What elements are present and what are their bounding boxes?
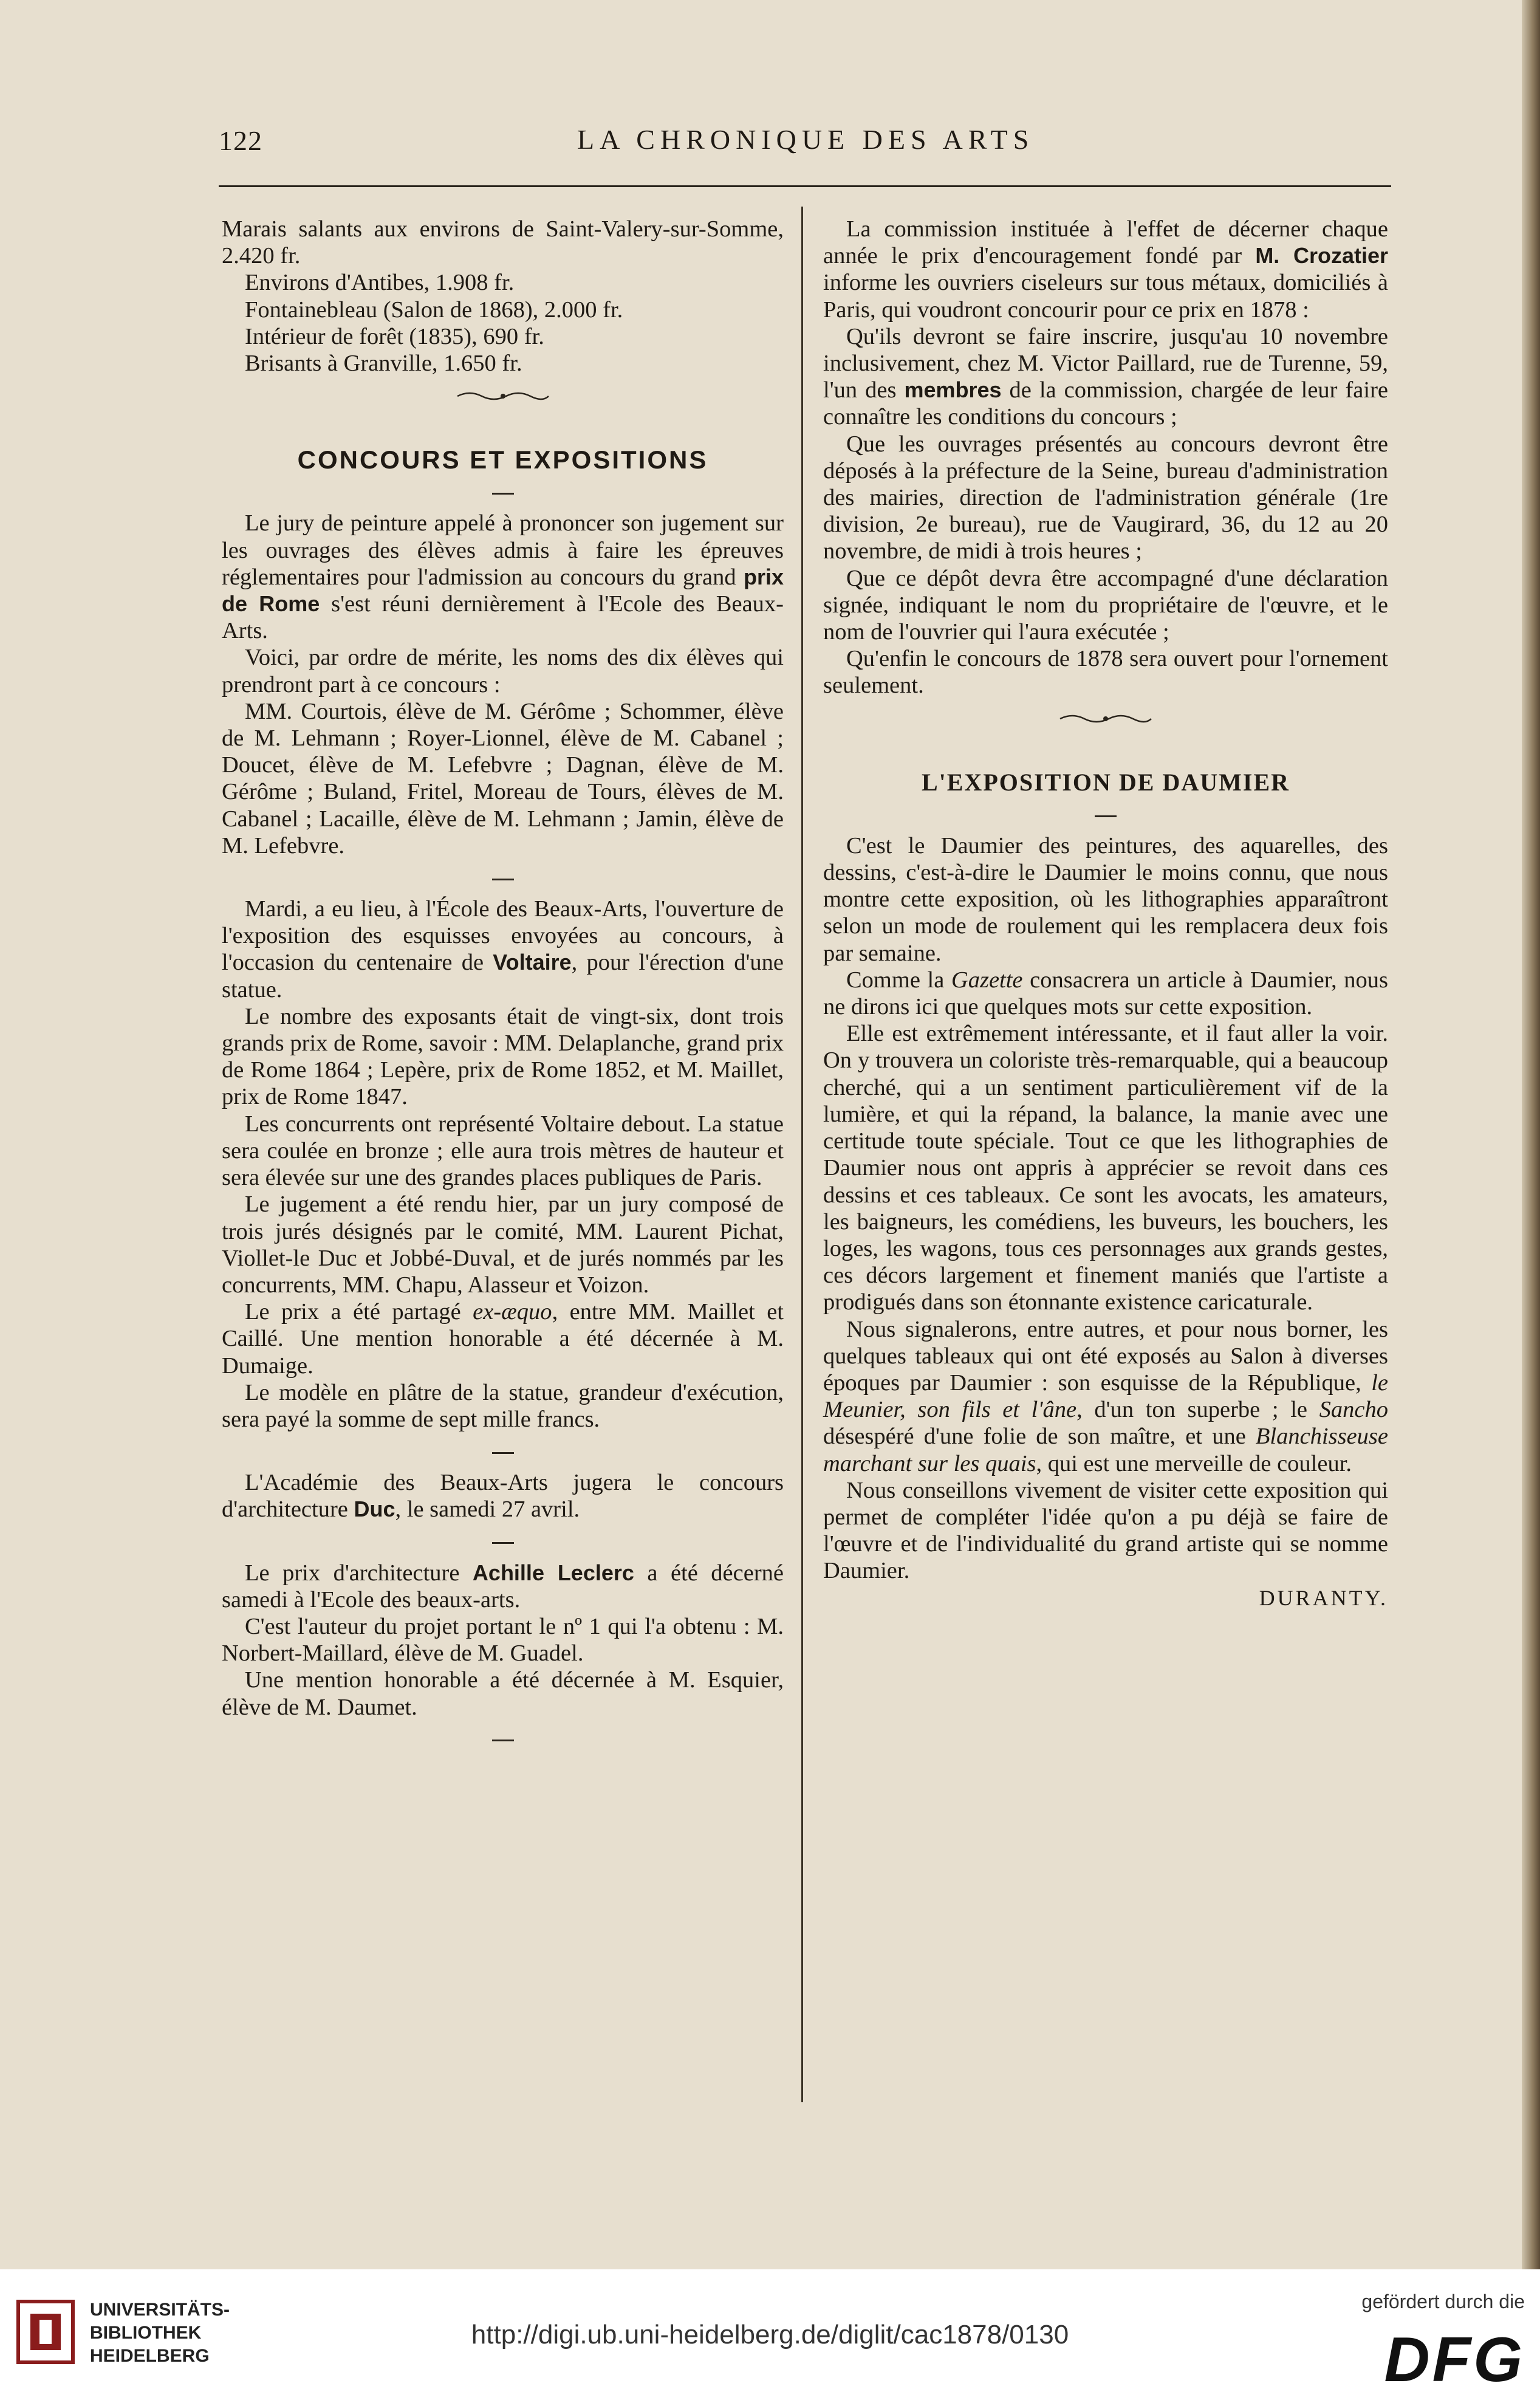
paragraph: La commission instituée à l'effet de décerner chaque année le prix d'encouragement fondé par M. Crozatier informe les ouvriers ciseleurs sur tous métaux, domiciliés à Paris, qui voudront concourir pour ce prix en 1878 : bbox=[823, 216, 1388, 323]
ornament-flourish bbox=[823, 699, 1388, 742]
page-number: 122 bbox=[219, 125, 262, 156]
right-column bbox=[823, 216, 1388, 1611]
paragraph: C'est l'auteur du projet portant le nº 1 qui l'a obtenu : M. Norbert-Maillard, élève de M. Guadel. bbox=[222, 1613, 784, 1667]
divider-dash bbox=[222, 473, 784, 510]
section-title-concours: CONCOURS ET EXPOSITIONS bbox=[297, 445, 708, 475]
paragraph: Le nombre des exposants était de vingt-six, dont trois grands prix de Rome, savoir : MM. Delaplanche, grand prix de Rome 1864 ; Lepère, prix de Rome 1852, et M. Maillet, prix de Rome 1847. bbox=[222, 1003, 784, 1110]
institution-name: UNIVERSITÄTS- BIBLIOTHEK HEIDELBERG bbox=[90, 2300, 230, 2366]
divider-dash bbox=[222, 1721, 784, 1757]
paragraph: Qu'ils devront se faire inscrire, jusqu'au 10 novembre inclusivement, chez M. Victor Paillard, rue de Turenne, 59, l'un des membres de la commission, chargée de leur faire connaître les conditions du concours ; bbox=[823, 323, 1388, 430]
paragraph: Mardi, a eu lieu, à l'École des Beaux-Arts, l'ouverture de l'exposition des esquisses envoyées au concours, à l'occasion du centenaire de Voltaire, pour l'érection d'une statue. bbox=[222, 896, 784, 1003]
paragraph: Elle est extrêmement intéressante, et il faut aller la voir. On y trouvera un coloriste très-remarquable, qui a beaucoup cherché, qui a un sentiment particulièrement vif de la lumière, et qui la répand, la balance, la manie avec une certitude toute spéciale. Tout ce que les lithographies de Daumier nous ont appris à apprécier se revoit dans ces dessins et ces tableaux. Ce sont les avocats, les amateurs, les baigneurs, les comédiens, les buveurs, les bouchers, les loges, les wagons, tous ces personnages aux grands gestes, ces décors largement et finement maniés que l'artiste a prodigués dans son étonnante existence caricaturale. bbox=[823, 1021, 1388, 1315]
page-header bbox=[219, 118, 1391, 161]
list-item: Brisants à Granville, 1.650 fr. bbox=[245, 351, 522, 377]
paragraph: Le jugement a été rendu hier, par un jury composé de trois jurés désignés par le comité, MM. Laurent Pichat, Viollet-le Duc et Jobbé-Duval, et de jurés nommés par les concurrents, MM. Chapu, Alasseur et Voizon. bbox=[222, 1191, 784, 1298]
list-item: Fontainebleau (Salon de 1868), 2.000 fr. bbox=[245, 297, 623, 323]
divider-dash bbox=[222, 859, 784, 896]
paragraph: Que les ouvrages présentés au concours devront être déposés à la préfecture de la Seine, bureau d'administration des mairies, direction de l'administration générale (1re division, 2e bureau), rue de Vaugirard, 36, du 12 au 20 novembre, de midi à trois heures ; bbox=[823, 431, 1388, 564]
paragraph: C'est le Daumier des peintures, des aquarelles, des dessins, c'est-à-dire le Daumier le moins connu, que nous montre cette exposition, où les lithographies apparaîtront selon un mode de roulement qui les remplacera deux fois par semaine. bbox=[823, 832, 1388, 966]
paragraph: Qu'enfin le concours de 1878 sera ouvert pour l'ornement seulement. bbox=[823, 646, 1388, 699]
scan-edge bbox=[1522, 0, 1540, 2269]
divider-dash bbox=[222, 1433, 784, 1469]
author-signature: DURANTY. bbox=[1259, 1585, 1388, 1610]
divider-dash bbox=[222, 1523, 784, 1560]
column-divider bbox=[801, 207, 803, 2102]
list-item: Environs d'Antibes, 1.908 fr. bbox=[245, 270, 515, 296]
dfg-logo: DFG bbox=[1384, 2325, 1525, 2395]
paragraph: Le modèle en plâtre de la statue, grandeur d'exécution, sera payé la somme de sept mille francs. bbox=[222, 1379, 784, 1432]
section-title-daumier: L'EXPOSITION DE DAUMIER bbox=[921, 768, 1290, 796]
list-item: Marais salants aux environs de Saint-Valery-sur-Somme, 2.420 fr. bbox=[222, 216, 784, 269]
divider-dash bbox=[823, 796, 1388, 832]
header-rule bbox=[219, 185, 1391, 187]
paragraph: Une mention honorable a été décernée à M. Esquier, élève de M. Daumet. bbox=[222, 1667, 784, 1720]
paragraph: Nous conseillons vivement de visiter cette exposition qui permet de compléter l'idée qu'on a pu déjà se faire de l'œuvre et de l'individualité du grand artiste qui se nomme Daumier. bbox=[823, 1477, 1388, 1584]
paragraph: Le prix d'architecture Achille Leclerc a été décerné samedi à l'Ecole des beaux-arts. bbox=[222, 1560, 784, 1613]
paragraph: Que ce dépôt devra être accompagné d'une déclaration signée, indiquant le nom du propriétaire de l'œuvre, et le nom de l'ouvrier qui l'aura exécutée ; bbox=[823, 565, 1388, 645]
paragraph: Le jury de peinture appelé à prononcer son jugement sur les ouvrages des élèves admis à faire les épreuves réglementaires pour l'admission au concours du grand prix de Rome s'est réuni dernièrement à l'Ecole des Beaux-Arts. bbox=[222, 510, 784, 644]
running-title: LA CHRONIQUE DES ARTS bbox=[577, 124, 1035, 155]
paragraph: Le prix a été partagé ex-æquo, entre MM. Maillet et Caillé. Une mention honorable a été décernée à M. Dumaige. bbox=[222, 1299, 784, 1379]
paragraph: Comme la Gazette consacrera un article à Daumier, nous ne dirons ici que quelques mots sur cette exposition. bbox=[823, 967, 1388, 1020]
digitization-footer bbox=[0, 2269, 1540, 2403]
left-column bbox=[222, 216, 784, 1757]
list-item: Intérieur de forêt (1835), 690 fr. bbox=[245, 323, 544, 349]
source-url-link[interactable]: http://digi.ub.uni-heidelberg.de/diglit/cac1878/0130 bbox=[471, 2320, 1069, 2350]
paragraph: Les concurrents ont représenté Voltaire debout. La statue sera coulée en bronze ; elle aura trois mètres de hauteur et sera élevée sur une des grandes places publiques de Paris. bbox=[222, 1111, 784, 1191]
paragraph: MM. Courtois, élève de M. Gérôme ; Schommer, élève de M. Lehmann ; Royer-Lionnel, élève de M. Cabanel ; Doucet, élève de M. Lefebvre ; Dagnan, élève de M. Gérôme ; Buland, Fritel, Moreau de Tours, élèves de M. Cabanel ; Lacaille, élève de M. Lehmann ; Jamin, élève de M. Lefebvre. bbox=[222, 698, 784, 859]
ornament-flourish bbox=[222, 377, 784, 419]
funded-by-label: gefördert durch die bbox=[1361, 2291, 1525, 2312]
paragraph: Voici, par ordre de mérite, les noms des dix élèves qui prendront part à ce concours : bbox=[222, 645, 784, 698]
paragraph: Nous signalerons, entre autres, et pour nous borner, les quelques tableaux qui ont été exposés au Salon à diverses époques par Daumier : son esquisse de la République, le Meunier, son fils et l'âne, d'un ton superbe ; le Sancho désespéré d'une folie de son maître, et une Blanchisseuse marchant sur les quais, qui est une merveille de couleur. bbox=[823, 1316, 1388, 1476]
paragraph: L'Académie des Beaux-Arts jugera le concours d'architecture Duc, le samedi 27 avril. bbox=[222, 1470, 784, 1523]
